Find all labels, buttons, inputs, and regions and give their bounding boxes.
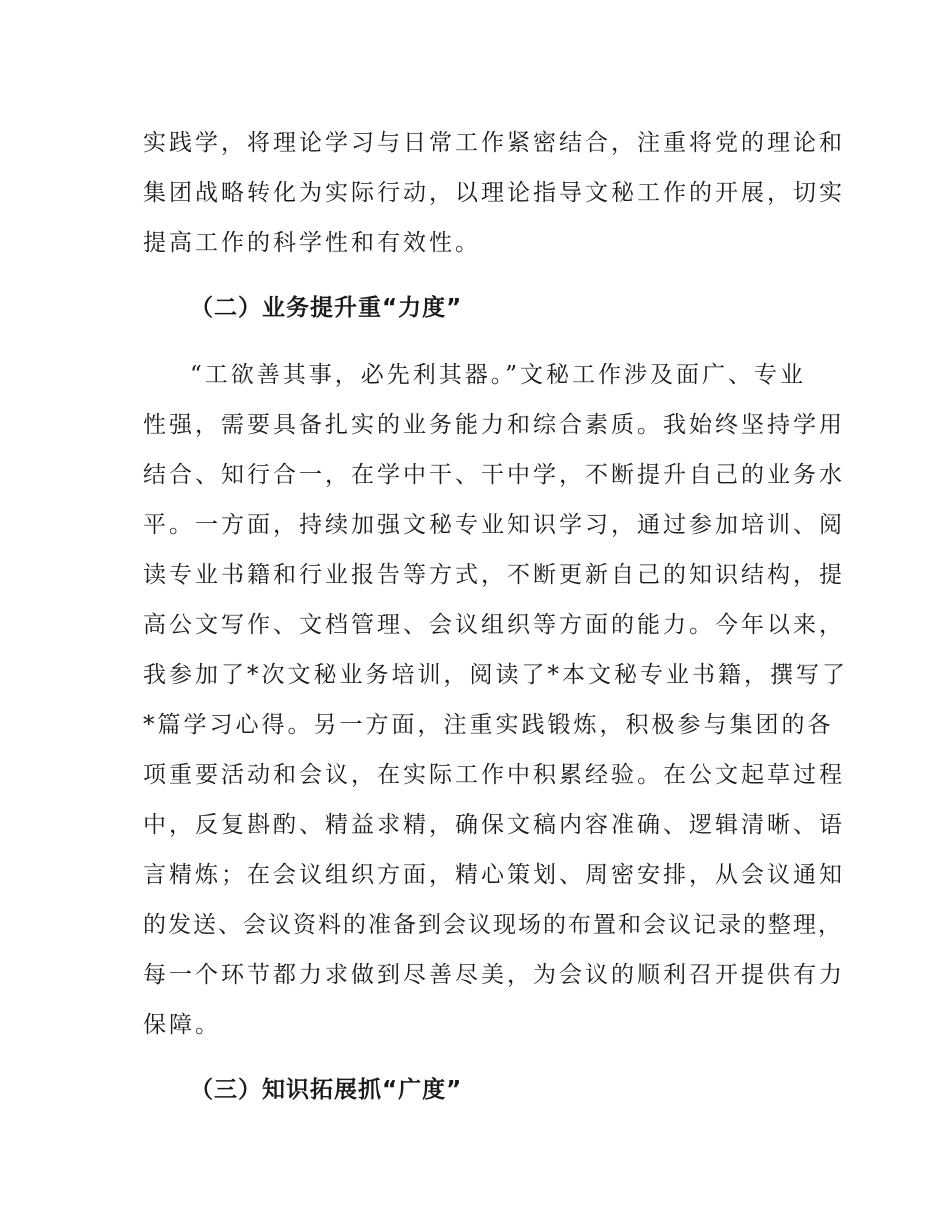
paragraph-line: “工欲善其事，必先利其器。”文秘工作涉及面广、专业	[190, 362, 807, 388]
paragraph-line: 项重要活动和会议，在实际工作中积累经验。在公文起草过程	[143, 762, 845, 788]
paragraph-line: 中，反复斟酌、精益求精，确保文稿内容准确、逻辑清晰、语	[143, 812, 845, 838]
paragraph-line: 每一个环节都力求做到尽善尽美，为会议的顺利召开提供有力	[143, 962, 845, 988]
paragraph-line: 高公文写作、文档管理、会议组织等方面的能力。今年以来，	[143, 612, 845, 638]
paragraph-line: *篇学习心得。另一方面，注重实践锻炼，积极参与集团的各	[143, 712, 834, 738]
paragraph-line: 我参加了*次文秘业务培训，阅读了*本文秘专业书籍，撰写了	[143, 662, 848, 688]
section-heading-3: （三）知识拓展抓“广度”	[190, 1077, 463, 1103]
section-heading-2: （二）业务提升重“力度”	[190, 295, 463, 321]
paragraph-line: 平。一方面，持续加强文秘专业知识学习，通过参加培训、阅	[143, 512, 845, 538]
paragraph-line: 实践学，将理论学习与日常工作紧密结合，注重将党的理论和	[143, 130, 845, 156]
paragraph-line: 保障。	[143, 1012, 221, 1038]
paragraph-line: 性强，需要具备扎实的业务能力和综合素质。我始终坚持学用	[143, 412, 845, 438]
paragraph-line: 言精炼；在会议组织方面，精心策划、周密安排，从会议通知	[143, 862, 845, 888]
paragraph-line: 读专业书籍和行业报告等方式，不断更新自己的知识结构，提	[143, 562, 845, 588]
paragraph-line: 的发送、会议资料的准备到会议现场的布置和会议记录的整理，	[143, 912, 843, 938]
paragraph-line: 集团战略转化为实际行动，以理论指导文秘工作的开展，切实	[143, 180, 845, 206]
paragraph-line: 提高工作的科学性和有效性。	[143, 230, 481, 256]
paragraph-line: 结合、知行合一，在学中干、干中学，不断提升自己的业务水	[143, 462, 845, 488]
